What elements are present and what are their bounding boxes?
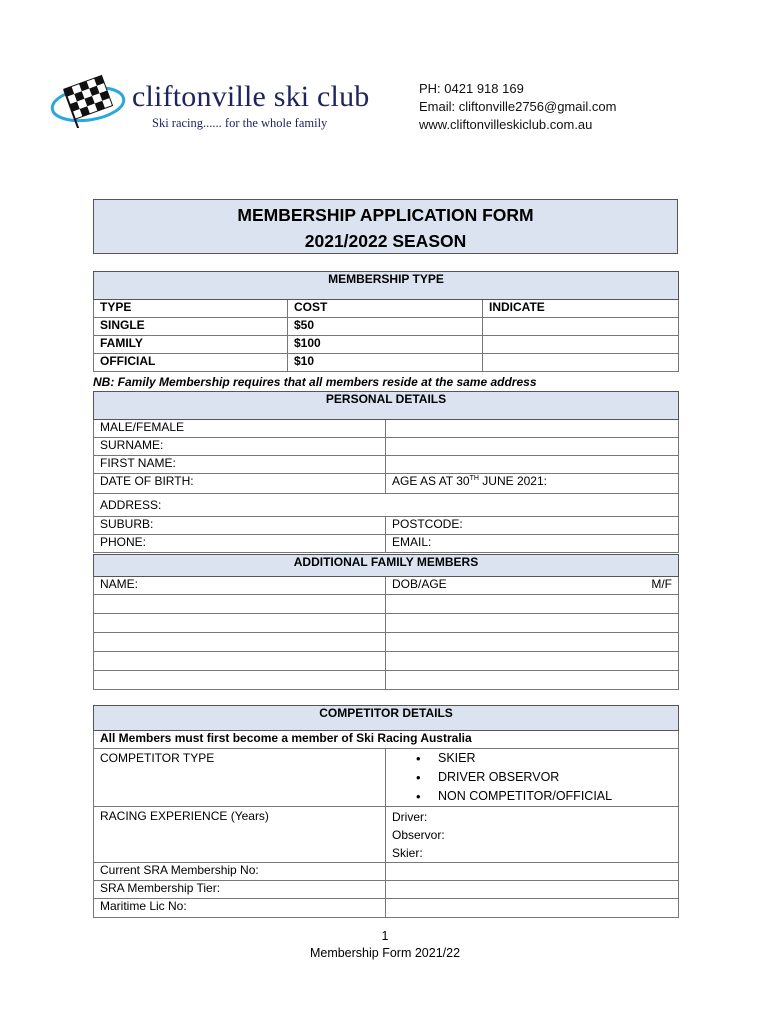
form-title-line2: 2021/2022 SEASON — [304, 231, 467, 251]
column-header-type: TYPE — [94, 300, 288, 318]
gender-field[interactable] — [386, 420, 679, 438]
maritime-licence-field[interactable] — [386, 899, 679, 918]
membership-cost-single: $50 — [288, 318, 483, 336]
membership-type-single: SINGLE — [94, 318, 288, 336]
family-members-table — [93, 554, 679, 690]
form-title — [93, 199, 678, 254]
contact-block — [419, 80, 616, 134]
club-tagline: Ski racing...... for the whole family — [152, 116, 328, 130]
option-driver-observor[interactable]: • DRIVER OBSERVOR — [392, 768, 672, 787]
club-name: cliftonville ski club — [132, 80, 370, 113]
age-label-prefix: AGE AS AT 30 — [392, 474, 470, 488]
indicate-single-field[interactable] — [483, 318, 679, 336]
membership-type-official: OFFICIAL — [94, 354, 288, 372]
sra-number-field[interactable] — [386, 863, 679, 881]
membership-cost-official: $10 — [288, 354, 483, 372]
competitor-type-options — [386, 749, 679, 807]
personal-details-table — [93, 391, 679, 553]
table-row — [94, 671, 679, 690]
personal-details-heading: PERSONAL DETAILS — [94, 392, 679, 420]
membership-type-heading: MEMBERSHIP TYPE — [94, 272, 679, 300]
racing-experience-fields[interactable] — [386, 807, 679, 863]
sra-requirement-note: All Members must first become a member of Ski Racing Australia — [94, 731, 679, 749]
option-skier[interactable]: • SKIER — [392, 749, 672, 768]
table-row — [94, 633, 679, 652]
address-label: ADDRESS: — [100, 498, 162, 512]
table-row — [94, 614, 679, 633]
family-dob-column — [386, 577, 679, 595]
email-label: EMAIL: — [386, 535, 679, 553]
competitor-details-heading: COMPETITOR DETAILS — [94, 706, 679, 731]
family-name-field[interactable] — [94, 595, 386, 614]
form-title-line1: MEMBERSHIP APPLICATION FORM — [237, 205, 534, 225]
family-membership-note: NB: Family Membership requires that all members reside at the same address — [93, 375, 537, 389]
sra-number-label: Current SRA Membership No: — [94, 863, 386, 881]
experience-observor-label: Observor: — [392, 828, 445, 842]
surname-field[interactable] — [386, 438, 679, 456]
family-name-field[interactable] — [94, 614, 386, 633]
family-members-heading: ADDITIONAL FAMILY MEMBERS — [94, 555, 679, 577]
dob-label: DATE OF BIRTH: — [94, 474, 386, 494]
page-footer — [0, 928, 770, 962]
club-logo — [50, 74, 380, 136]
postcode-label: POSTCODE: — [386, 517, 679, 535]
sra-tier-label: SRA Membership Tier: — [94, 881, 386, 899]
column-header-cost: COST — [288, 300, 483, 318]
surname-label: SURNAME: — [94, 438, 386, 456]
age-label — [386, 474, 679, 494]
family-name-field[interactable] — [94, 633, 386, 652]
column-header-indicate: INDICATE — [483, 300, 679, 318]
indicate-official-field[interactable] — [483, 354, 679, 372]
sra-tier-field[interactable] — [386, 881, 679, 899]
racing-experience-label: RACING EXPERIENCE (Years) — [94, 807, 386, 863]
membership-type-family: FAMILY — [94, 336, 288, 354]
family-mf-label: M/F — [651, 577, 672, 591]
family-name-field[interactable] — [94, 671, 386, 690]
family-dob-field[interactable] — [386, 671, 679, 690]
competitor-details-table — [93, 705, 679, 918]
age-label-sup: TH — [469, 475, 479, 482]
indicate-family-field[interactable] — [483, 336, 679, 354]
maritime-licence-label: Maritime Lic No: — [94, 899, 386, 918]
membership-type-table — [93, 271, 679, 372]
address-field[interactable] — [94, 494, 679, 517]
family-dob-field[interactable] — [386, 614, 679, 633]
option-non-competitor[interactable]: • NON COMPETITOR/OFFICIAL — [392, 787, 672, 806]
family-name-field[interactable] — [94, 652, 386, 671]
contact-website: www.cliftonvilleskiclub.com.au — [419, 117, 593, 132]
table-row — [94, 652, 679, 671]
first-name-field[interactable] — [386, 456, 679, 474]
family-dob-field[interactable] — [386, 595, 679, 614]
family-dob-field[interactable] — [386, 652, 679, 671]
contact-email: Email: cliftonville2756@gmail.com — [419, 99, 617, 114]
contact-phone: PH: 0421 918 169 — [419, 81, 524, 96]
page-number: 1 — [381, 929, 389, 943]
table-row — [94, 595, 679, 614]
family-name-column: NAME: — [94, 577, 386, 595]
suburb-label: SUBURB: — [94, 517, 386, 535]
age-label-suffix: JUNE 2021: — [478, 474, 547, 488]
competitor-type-label: COMPETITOR TYPE — [94, 749, 386, 807]
experience-driver-label: Driver: — [392, 810, 428, 824]
membership-cost-family: $100 — [288, 336, 483, 354]
footer-label: Membership Form 2021/22 — [309, 946, 461, 960]
first-name-label: FIRST NAME: — [94, 456, 386, 474]
experience-skier-label: Skier: — [392, 846, 423, 860]
gender-label: MALE/FEMALE — [94, 420, 386, 438]
phone-label: PHONE: — [94, 535, 386, 553]
checkered-flag-icon — [50, 74, 136, 128]
family-dob-label: DOB/AGE — [392, 577, 447, 591]
family-dob-field[interactable] — [386, 633, 679, 652]
